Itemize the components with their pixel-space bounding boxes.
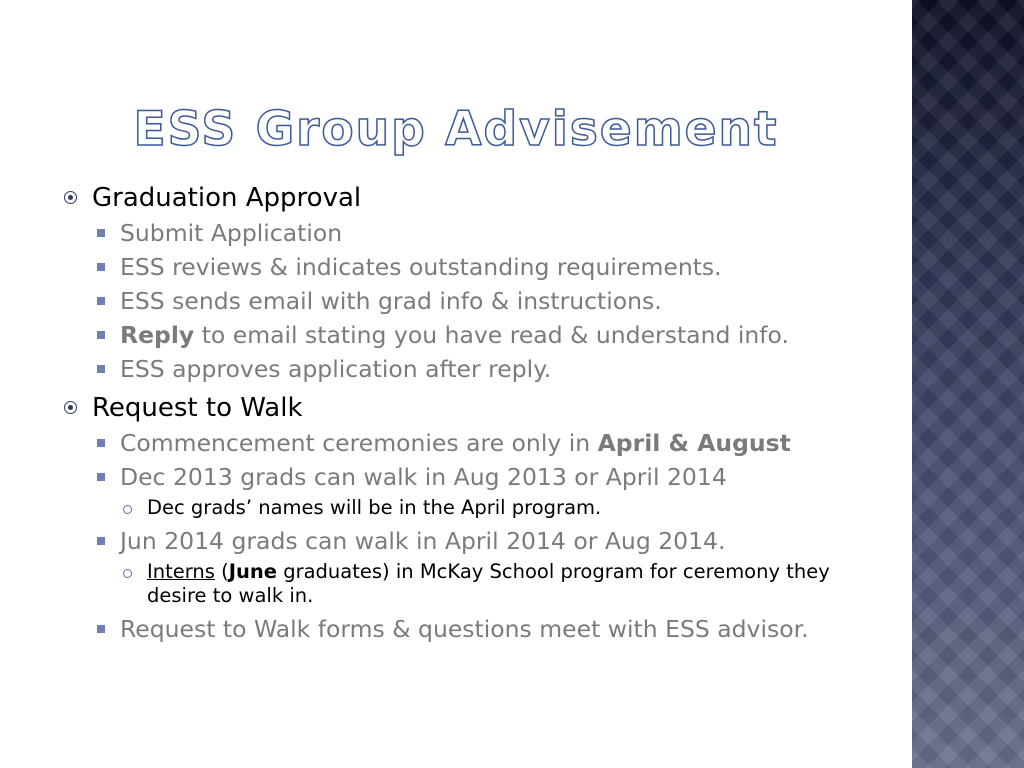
list-item: [64, 216, 854, 250]
paren-open: (: [214, 560, 229, 583]
ring-bullet-icon: [123, 569, 132, 578]
list-item: [64, 524, 854, 558]
emphasis-months: April & August: [597, 429, 791, 457]
list-item: [64, 250, 854, 284]
square-bullet-icon: [97, 365, 105, 373]
section-heading-text: Graduation Approval: [92, 183, 362, 213]
list-item-text: ESS sends email with grad info & instructions.: [120, 287, 662, 315]
list-item-text: Dec 2013 grads can walk in Aug 2013 or April 2014: [120, 463, 727, 491]
list-item: [64, 284, 854, 318]
list-item-text: Jun 2014 grads can walk in April 2014 or Aug 2014.: [120, 527, 726, 555]
square-bullet-icon: [97, 331, 105, 339]
ring-bullet-icon: [123, 505, 132, 514]
list-item-text: Request to Walk forms & questions meet with ESS advisor.: [120, 615, 809, 643]
circle-bullet-icon: [64, 191, 77, 204]
slide-title: ESS Group Advisement: [133, 102, 779, 157]
emphasis-reply: Reply: [120, 321, 195, 349]
square-bullet-icon: [97, 439, 105, 447]
list-item-text: Submit Application: [120, 219, 343, 247]
section-heading-text: Request to Walk: [92, 393, 303, 423]
list-item: [64, 426, 854, 460]
emphasis-june: June: [228, 560, 278, 583]
underline-interns: Interns: [147, 560, 215, 583]
circle-bullet-icon: [64, 401, 77, 414]
list-item: [64, 352, 854, 386]
list-item: [64, 318, 854, 352]
square-bullet-icon: [97, 263, 105, 271]
slide-content: [64, 180, 854, 646]
sub-list-item-text: Dec grads’ names will be in the April program.: [147, 496, 602, 519]
section-heading-graduation-approval: [64, 180, 854, 216]
list-item-text: ESS reviews & indicates outstanding requirements.: [120, 253, 722, 281]
list-item-text: [120, 426, 854, 460]
section-heading-request-to-walk: [64, 390, 854, 426]
square-bullet-icon: [97, 625, 105, 633]
square-bullet-icon: [97, 229, 105, 237]
sub-list-item: [64, 560, 854, 608]
square-bullet-icon: [97, 473, 105, 481]
square-bullet-icon: [97, 537, 105, 545]
list-item: [64, 460, 854, 494]
sub-list-item: [64, 496, 854, 520]
list-item-text: [120, 318, 854, 352]
list-item: [64, 612, 854, 646]
sub-item-rest: graduates) in McKay School program for ceremony they desire to walk in.: [147, 560, 830, 607]
list-item-rest: to email stating you have read & understand info.: [194, 321, 789, 349]
list-item-lead: Commencement ceremonies are only in: [120, 429, 598, 457]
list-item-text: ESS approves application after reply.: [120, 355, 552, 383]
decorative-side-band: [912, 0, 1024, 768]
sub-list-item-text: [147, 560, 830, 607]
square-bullet-icon: [97, 297, 105, 305]
